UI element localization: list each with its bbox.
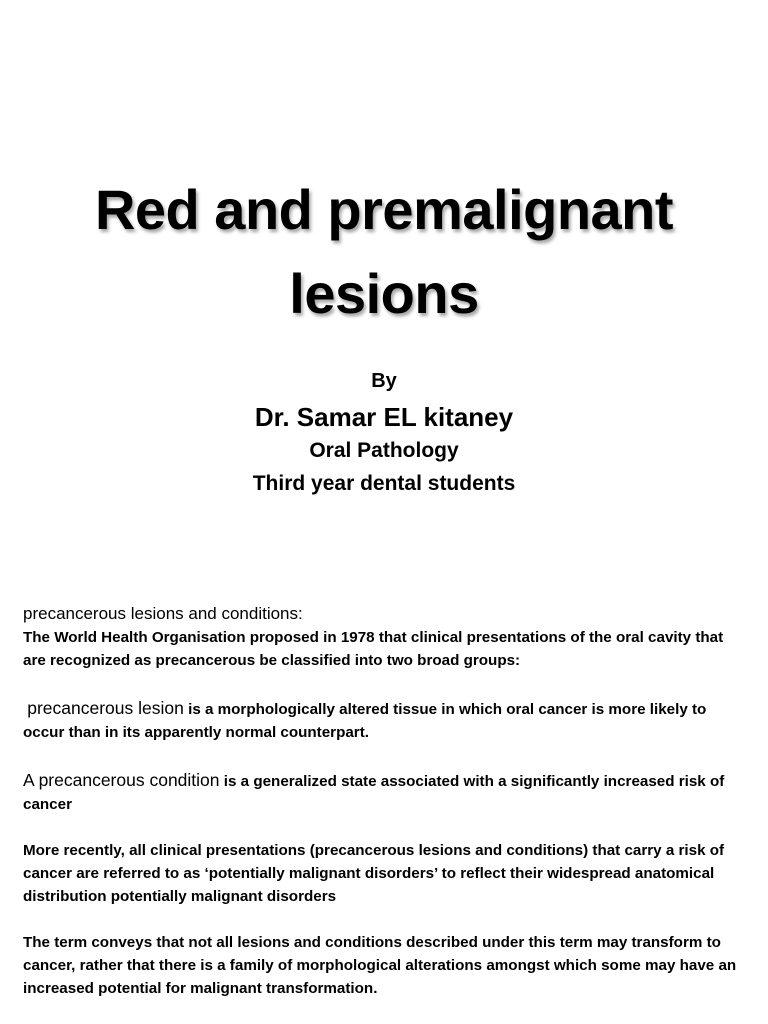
- term-conveys-paragraph: The term conveys that not all lesions and conditions described under this term may transform to cancer, rather that there is a family of morphological alterations amongst which some may have an increased potential for malignant transformation.: [23, 934, 737, 997]
- content-slide: [0, 600, 768, 1024]
- author-name: Dr. Samar EL kitaney: [254, 402, 514, 432]
- spacer: [23, 672, 743, 695]
- intro-paragraph: The World Health Organisation proposed in 1978 that clinical presentations of the oral cavity that are recognized as precancerous be classified into two broad groups:: [23, 629, 724, 669]
- spacer: [23, 744, 743, 767]
- presentation-title: [0, 168, 768, 336]
- lesion-term: precancerous lesion: [27, 698, 184, 718]
- content-body: [23, 602, 743, 1000]
- title-line-2: lesions: [289, 262, 479, 325]
- title-line-1: Red and premalignant: [94, 178, 674, 241]
- lesion-paragraph: [23, 697, 743, 744]
- condition-definition: is a generalized state associated with a significantly increased risk of cancer: [23, 773, 725, 813]
- condition-paragraph: [23, 769, 743, 816]
- by-label: By: [371, 370, 397, 392]
- spacer: [23, 908, 743, 931]
- section-heading: precancerous lesions and conditions:: [23, 604, 303, 623]
- audience: Third year dental students: [252, 472, 516, 495]
- department: Oral Pathology: [309, 439, 459, 462]
- condition-term: A precancerous condition: [23, 770, 220, 790]
- lesion-definition: is a morphologically altered tissue in which oral cancer is more likely to occur than in its apparently normal counterpart.: [23, 701, 707, 741]
- spacer: [23, 816, 743, 839]
- recent-paragraph: More recently, all clinical presentations (precancerous lesions and conditions) that carry a risk of cancer are referred to as ‘potentially malignant disorders’ to reflect their widespread anatomical distribution potentially malignant disorders: [23, 842, 725, 905]
